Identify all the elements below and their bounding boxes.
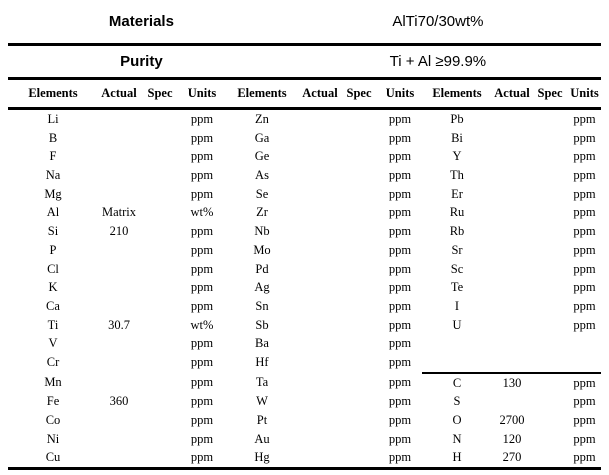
cell-spec: [340, 147, 378, 166]
cell-element: Th: [450, 168, 464, 183]
table-row: [8, 203, 601, 222]
cell-units: ppm: [573, 394, 596, 409]
table-row: [8, 430, 601, 449]
cell-spec: [532, 129, 568, 148]
cell-actual: [492, 203, 532, 222]
cell-actual: [492, 222, 532, 241]
cell-spec: [140, 260, 180, 279]
cell-element: Ti: [47, 317, 59, 332]
cell-element: Sc: [450, 261, 464, 276]
cell-units: ppm: [388, 261, 412, 276]
cell-spec: [532, 334, 568, 353]
cell-element: Se: [255, 186, 269, 201]
cell-actual: [492, 392, 532, 411]
cell-actual: [300, 222, 340, 241]
cell-spec: [340, 185, 378, 204]
cell-units: ppm: [388, 224, 412, 239]
cell-actual: [300, 203, 340, 222]
cell-actual: Matrix: [101, 205, 137, 220]
cell-spec: [140, 448, 180, 468]
cell-spec: [532, 147, 568, 166]
cell-units: ppm: [573, 186, 596, 201]
cell-actual: [492, 278, 532, 297]
cell-units: ppm: [190, 149, 214, 164]
table-row: [8, 222, 601, 241]
cell-units: ppm: [388, 450, 412, 465]
cell-actual: [492, 260, 532, 279]
cell-element: U: [452, 317, 462, 332]
cell-actual: [98, 185, 140, 204]
cell-element: Ta: [255, 375, 269, 390]
cell-units: ppm: [388, 186, 412, 201]
cell-units: ppm: [573, 168, 596, 183]
cell-actual: [300, 147, 340, 166]
cell-units: ppm: [573, 130, 596, 145]
purity-value: Ti + Al ≥99.9%: [389, 53, 487, 70]
cell-actual: [300, 241, 340, 260]
cell-actual: [98, 109, 140, 129]
col-header-units-2: Units: [378, 80, 422, 109]
cell-element: I: [454, 298, 460, 313]
cell-spec: [532, 411, 568, 430]
cell-actual: [98, 260, 140, 279]
cell-units: ppm: [190, 224, 214, 239]
cell-actual: 360: [109, 394, 129, 409]
cell-actual: [300, 448, 340, 468]
table-row: [8, 392, 601, 411]
cell-units: ppm: [388, 317, 412, 332]
cell-units: ppm: [573, 224, 596, 239]
cell-element: Co: [45, 412, 61, 427]
header-row: [8, 80, 601, 109]
cell-actual: [492, 316, 532, 335]
col-header-spec-2: Spec: [340, 80, 378, 109]
cell-element: N: [452, 431, 462, 446]
cell-actual: [300, 166, 340, 185]
cell-units: ppm: [388, 280, 412, 295]
cell-actual: [492, 185, 532, 204]
purity-row: [8, 46, 601, 77]
cell-actual: [300, 129, 340, 148]
cell-element: Er: [451, 186, 463, 201]
cell-spec: [340, 334, 378, 353]
cell-element: Mn: [44, 375, 62, 390]
cell-spec: [140, 241, 180, 260]
cell-spec: [532, 278, 568, 297]
cell-element: Sb: [255, 317, 269, 332]
cell-element: Fe: [46, 394, 60, 409]
cell-spec: [340, 241, 378, 260]
cell-actual: [98, 241, 140, 260]
cell-spec: [340, 316, 378, 335]
cell-element: Cu: [45, 450, 61, 465]
cell-units: ppm: [190, 298, 214, 313]
cell-spec: [532, 430, 568, 449]
col-header-units-3: Units: [568, 80, 601, 109]
cell-actual: [98, 166, 140, 185]
cell-actual: [300, 392, 340, 411]
cell-element: Cl: [47, 261, 59, 276]
cell-actual: [300, 185, 340, 204]
cell-units: ppm: [568, 373, 601, 393]
cell-actual: [98, 353, 140, 373]
cell-element: Zn: [255, 112, 269, 126]
cell-spec: [532, 297, 568, 316]
cell-units: ppm: [190, 450, 214, 465]
cell-element: Te: [450, 280, 464, 295]
cell-element: Zr: [256, 205, 268, 220]
cell-units: ppm: [388, 168, 412, 183]
cell-units: ppm: [573, 261, 596, 276]
cell-units: ppm: [190, 186, 214, 201]
cell-spec: [140, 392, 180, 411]
cell-units: ppm: [190, 355, 214, 370]
cell-element: V: [48, 336, 58, 351]
cell-units: ppm: [190, 130, 214, 145]
cell-actual: 130: [492, 373, 532, 393]
table-row: [8, 185, 601, 204]
cell-actual: [492, 241, 532, 260]
cell-units: ppm: [388, 431, 412, 446]
cell-element: Pd: [255, 261, 269, 276]
table-row: [8, 334, 601, 353]
cell-spec: [140, 278, 180, 297]
cell-spec: [140, 353, 180, 373]
cell-actual: [98, 334, 140, 353]
cell-actual: [300, 260, 340, 279]
cell-spec: [532, 109, 568, 129]
cell-actual: 2700: [499, 412, 525, 427]
cell-spec: [140, 203, 180, 222]
cell-element: Si: [47, 224, 59, 239]
cell-spec: [340, 109, 378, 129]
cell-spec: [140, 297, 180, 316]
cell-element: Bi: [451, 130, 463, 145]
cell-units: wt%: [190, 205, 214, 220]
cell-spec: [340, 203, 378, 222]
cell-spec: [140, 411, 180, 430]
table-row: [8, 316, 601, 335]
cell-spec: [532, 222, 568, 241]
cell-actual: [98, 147, 140, 166]
cell-units: ppm: [573, 280, 596, 295]
table-row: [8, 260, 601, 279]
cell-spec: [340, 297, 378, 316]
cell-units: ppm: [190, 242, 214, 257]
cell-spec: [140, 373, 180, 393]
table-row: [8, 411, 601, 430]
cell-units: ppm: [388, 394, 412, 409]
cell-element: Na: [45, 168, 61, 183]
cell-units: ppm: [573, 412, 596, 427]
table-row: [8, 241, 601, 260]
cell-spec: [340, 353, 378, 373]
cell-actual: [98, 430, 140, 449]
cell-element: Sn: [255, 298, 269, 313]
cell-actual: [98, 411, 140, 430]
cell-element: K: [48, 280, 58, 295]
cell-units: ppm: [388, 355, 412, 370]
cell-actual: [492, 147, 532, 166]
cell-units: ppm: [573, 149, 596, 164]
cell-element: Cr: [46, 355, 60, 370]
cell-units: [568, 353, 601, 373]
cell-element: Rb: [449, 224, 465, 239]
table-row: [8, 297, 601, 316]
cell-spec: [340, 448, 378, 468]
cell-units: ppm: [190, 112, 214, 126]
cell-units: ppm: [388, 242, 412, 257]
materials-label: Materials: [108, 13, 174, 30]
cell-spec: [532, 353, 568, 373]
cell-units: ppm: [573, 112, 596, 126]
col-header-actual-2: Actual: [300, 80, 340, 109]
cell-actual: [492, 297, 532, 316]
cell-actual: [300, 316, 340, 335]
cell-units: wt%: [190, 317, 214, 332]
cell-spec: [140, 316, 180, 335]
col-header-spec-3: Spec: [532, 80, 568, 109]
cell-units: ppm: [190, 412, 214, 427]
cell-units: ppm: [388, 149, 412, 164]
cell-actual: [98, 448, 140, 468]
cell-element: Au: [254, 431, 270, 446]
cell-spec: [532, 448, 568, 468]
cell-element: [422, 334, 492, 353]
table-row: [8, 373, 601, 393]
col-header-elements-2: Elements: [224, 80, 300, 109]
cell-spec: [340, 411, 378, 430]
table-row: [8, 278, 601, 297]
cell-element: Ca: [46, 298, 60, 313]
cell-element: Hf: [255, 355, 269, 370]
cell-actual: [492, 334, 532, 353]
purity-label: Purity: [120, 53, 163, 70]
cell-actual: [300, 297, 340, 316]
cell-spec: [532, 392, 568, 411]
cell-units: ppm: [573, 317, 596, 332]
cell-element: Hg: [254, 450, 270, 465]
cell-element: H: [452, 450, 462, 465]
cell-element: [422, 353, 492, 373]
col-header-elements-1: Elements: [8, 80, 98, 109]
cell-spec: [532, 260, 568, 279]
cell-spec: [340, 222, 378, 241]
cell-spec: [532, 373, 568, 393]
cell-units: ppm: [573, 298, 596, 313]
cell-units: ppm: [388, 205, 412, 220]
cell-element: S: [453, 394, 461, 409]
cell-spec: [532, 203, 568, 222]
cell-actual: [98, 278, 140, 297]
cell-actual: [492, 129, 532, 148]
cell-units: ppm: [190, 280, 214, 295]
cell-spec: [140, 185, 180, 204]
cell-units: ppm: [573, 242, 596, 257]
elements-table-head: [8, 80, 601, 109]
cell-element: O: [452, 412, 462, 427]
cell-spec: [140, 222, 180, 241]
materials-value: AlTi70/30wt%: [392, 13, 484, 30]
cell-actual: [98, 129, 140, 148]
elements-table-body: [8, 109, 601, 469]
col-header-elements-3: Elements: [422, 80, 492, 109]
cell-element: C: [422, 373, 492, 393]
cell-actual: 30.7: [108, 317, 130, 332]
cell-spec: [532, 316, 568, 335]
cell-element: Pt: [256, 412, 268, 427]
cell-element: Mo: [253, 242, 271, 257]
cell-actual: [492, 166, 532, 185]
table-row: [8, 353, 601, 373]
cell-units: ppm: [388, 412, 412, 427]
cell-element: Ru: [449, 205, 465, 220]
col-header-actual-1: Actual: [98, 80, 140, 109]
cell-element: P: [49, 242, 57, 257]
cell-actual: [98, 373, 140, 393]
cell-actual: 210: [109, 224, 129, 239]
cell-element: Nb: [254, 224, 270, 239]
cell-actual: 120: [502, 431, 522, 446]
cell-element: Ba: [255, 336, 269, 351]
cell-spec: [340, 278, 378, 297]
cell-spec: [340, 129, 378, 148]
cell-element: F: [49, 149, 57, 164]
cell-spec: [340, 260, 378, 279]
table-row: [8, 166, 601, 185]
cell-element: Sr: [451, 242, 463, 257]
table-row: [8, 147, 601, 166]
table-row: [8, 129, 601, 148]
cell-element: Pb: [450, 112, 464, 126]
cell-spec: [340, 430, 378, 449]
cell-actual: 270: [502, 450, 522, 465]
cell-spec: [340, 373, 378, 393]
col-header-units-1: Units: [180, 80, 224, 109]
cell-actual: [492, 109, 532, 129]
cell-actual: [300, 278, 340, 297]
cell-spec: [140, 109, 180, 129]
table-row: [8, 109, 601, 129]
cell-units: ppm: [388, 336, 412, 351]
cell-units: ppm: [190, 394, 214, 409]
materials-row: [8, 0, 601, 43]
cell-element: Mg: [44, 186, 62, 201]
cell-units: ppm: [190, 375, 214, 390]
cell-units: ppm: [190, 336, 214, 351]
cell-element: Ga: [254, 130, 270, 145]
cell-actual: [300, 373, 340, 393]
cell-units: ppm: [388, 298, 412, 313]
cell-actual: [300, 334, 340, 353]
cell-units: [568, 334, 601, 353]
cell-units: ppm: [190, 168, 214, 183]
cell-actual: [300, 109, 340, 129]
cell-actual: [300, 430, 340, 449]
table-row: [8, 448, 601, 468]
cell-spec: [340, 166, 378, 185]
cell-units: ppm: [190, 261, 214, 276]
cell-units: ppm: [388, 112, 412, 126]
col-header-actual-3: Actual: [492, 80, 532, 109]
cell-actual: [300, 411, 340, 430]
cell-actual: [492, 353, 532, 373]
cell-spec: [140, 166, 180, 185]
cell-actual: [300, 353, 340, 373]
cell-element: Ag: [254, 280, 270, 295]
cell-element: As: [255, 168, 269, 183]
cell-units: ppm: [388, 130, 412, 145]
cell-element: B: [48, 130, 58, 145]
cell-element: Ge: [254, 149, 270, 164]
cell-spec: [140, 129, 180, 148]
elements-table: [8, 80, 601, 470]
cell-spec: [140, 430, 180, 449]
cell-element: Al: [46, 205, 60, 220]
cell-units: ppm: [573, 450, 596, 465]
cell-element: W: [256, 394, 268, 409]
cell-element: Y: [452, 149, 462, 164]
cell-units: ppm: [573, 205, 596, 220]
cell-actual: [98, 297, 140, 316]
cell-spec: [140, 147, 180, 166]
cell-spec: [340, 392, 378, 411]
cell-units: ppm: [190, 431, 214, 446]
cell-spec: [532, 241, 568, 260]
cell-units: ppm: [388, 375, 412, 390]
cell-units: ppm: [573, 431, 596, 446]
cell-spec: [140, 334, 180, 353]
cell-element: Ni: [46, 431, 60, 446]
col-header-spec-1: Spec: [140, 80, 180, 109]
cell-spec: [532, 185, 568, 204]
cell-element: Li: [47, 112, 59, 126]
cell-spec: [532, 166, 568, 185]
